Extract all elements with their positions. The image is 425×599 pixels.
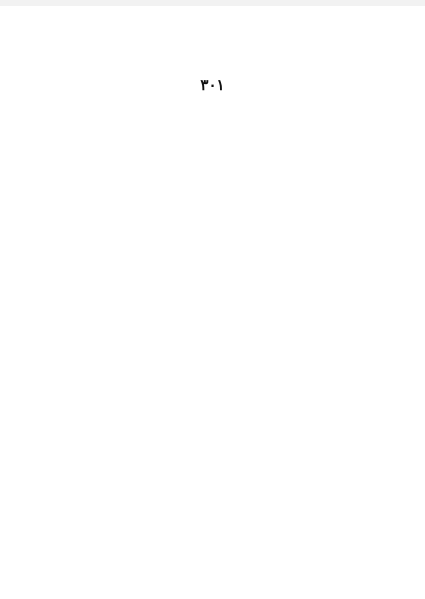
- index-entry: [42, 98, 208, 109]
- index-entry: [222, 280, 388, 291]
- index-entry: [42, 428, 208, 439]
- index-entry: [222, 257, 388, 268]
- index-entry: [42, 201, 208, 212]
- index-entry: [42, 519, 208, 530]
- index-entry: [222, 144, 388, 155]
- index-entry: [42, 383, 208, 394]
- index-entry: [222, 246, 388, 257]
- index-entry: [42, 531, 208, 542]
- index-entry: [42, 554, 208, 565]
- index-entry: [42, 360, 208, 371]
- index-entry: [42, 212, 208, 223]
- index-entry: [222, 349, 388, 360]
- index-entry: [42, 451, 208, 462]
- index-entry: [42, 132, 208, 143]
- index-entry: [42, 109, 208, 120]
- index-entry: [222, 406, 388, 417]
- index-entry: [222, 166, 388, 177]
- index-entry: [42, 394, 208, 405]
- index-entry: [222, 531, 388, 542]
- index-entry: [42, 463, 208, 474]
- index-entry: [42, 121, 208, 132]
- index-entry: [222, 235, 388, 246]
- index-entry: [42, 542, 208, 553]
- index-entry: [42, 303, 208, 314]
- index-entry: [222, 497, 388, 508]
- index-entry: [222, 474, 388, 485]
- index-entry: [222, 463, 388, 474]
- index-entry: [222, 371, 388, 382]
- index-entry: [222, 98, 388, 109]
- index-entry: [222, 428, 388, 439]
- index-entry: [222, 121, 388, 132]
- index-entry: [222, 201, 388, 212]
- index-entry: [42, 406, 208, 417]
- index-entry: [42, 314, 208, 325]
- index-entry: [222, 519, 388, 530]
- index-entry: [42, 508, 208, 519]
- index-entry: [42, 223, 208, 234]
- index-entry: [222, 326, 388, 337]
- index-entry: [42, 280, 208, 291]
- index-entry: [222, 314, 388, 325]
- index-entry: [42, 178, 208, 189]
- index-entry: [42, 144, 208, 155]
- index-entry: [42, 326, 208, 337]
- index-entry: [222, 383, 388, 394]
- index-entry: [42, 474, 208, 485]
- index-entry: [42, 440, 208, 451]
- index-entry: [42, 485, 208, 496]
- index-column-left: [42, 98, 208, 576]
- index-entry: [222, 485, 388, 496]
- index-entry: [222, 360, 388, 371]
- index-entry: [42, 497, 208, 508]
- index-entry: [42, 189, 208, 200]
- index-entry: [222, 542, 388, 553]
- converter-banner: [0, 0, 425, 6]
- index-entry: [222, 155, 388, 166]
- index-entry: [222, 189, 388, 200]
- index-entry: [42, 257, 208, 268]
- index-entry: [42, 565, 208, 576]
- index-entry: [42, 337, 208, 348]
- index-entry: [42, 166, 208, 177]
- index-entry: [42, 371, 208, 382]
- index-entry: [222, 223, 388, 234]
- index-entry: [222, 212, 388, 223]
- index-entry: [222, 440, 388, 451]
- index-entry: [42, 246, 208, 257]
- index-entry: [222, 178, 388, 189]
- index-column-right: [222, 98, 388, 576]
- index-entry: [42, 417, 208, 428]
- index-entry: [222, 394, 388, 405]
- index-entry: [42, 269, 208, 280]
- index-entry: [222, 554, 388, 565]
- index-entry: [42, 235, 208, 246]
- index-entry: [42, 155, 208, 166]
- index-entry: [42, 292, 208, 303]
- index-entry: [222, 303, 388, 314]
- index-entry: [222, 417, 388, 428]
- index-entry: [222, 451, 388, 462]
- index-entry: [222, 565, 388, 576]
- index-entry: [222, 109, 388, 120]
- page-number: ٣٠١: [200, 76, 225, 94]
- index-entry: [222, 269, 388, 280]
- index-entry: [222, 132, 388, 143]
- index-entry: [222, 508, 388, 519]
- index-entry: [222, 337, 388, 348]
- index-entry: [222, 292, 388, 303]
- index-entry: [42, 349, 208, 360]
